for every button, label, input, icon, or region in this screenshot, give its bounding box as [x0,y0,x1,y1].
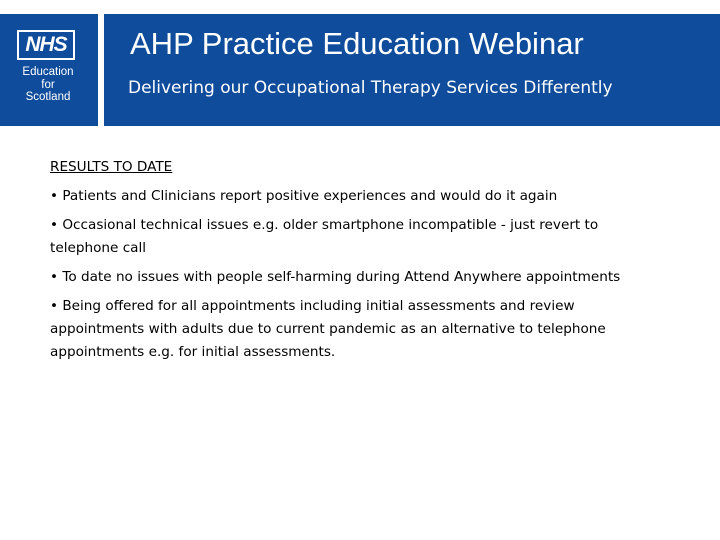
nhs-logo-text: NHS [25,33,67,56]
nhs-education-scotland-logo [0,14,98,126]
header-banner [0,14,720,126]
logo-org-line-2: for [41,78,55,91]
logo-divider [98,14,104,126]
page-title: AHP Practice Education Webinar [130,26,584,61]
bullet-item: • Occasional technical issues e.g. older smartphone incompatible - just revert to telephone call [50,217,599,256]
nhs-logo-box [17,30,75,60]
logo-org-line-3: Scotland [25,91,71,103]
bullet-item: • Being offered for all appointments including initial assessments and review appointments with adults due to current pandemic as an alternative to telephone appointments e.g. for initial assessments. [50,298,606,360]
content-body [50,156,660,370]
logo-organisation-name [10,66,86,104]
bullet-item: • Patients and Clinicians report positive experiences and would do it again [50,188,558,204]
page-subtitle: Delivering our Occupational Therapy Services Differently [128,78,613,98]
section-heading: RESULTS TO DATE [50,159,173,175]
bullet-item: • To date no issues with people self-harming during Attend Anywhere appointments [50,269,621,285]
logo-org-line-1: Education [22,66,74,78]
